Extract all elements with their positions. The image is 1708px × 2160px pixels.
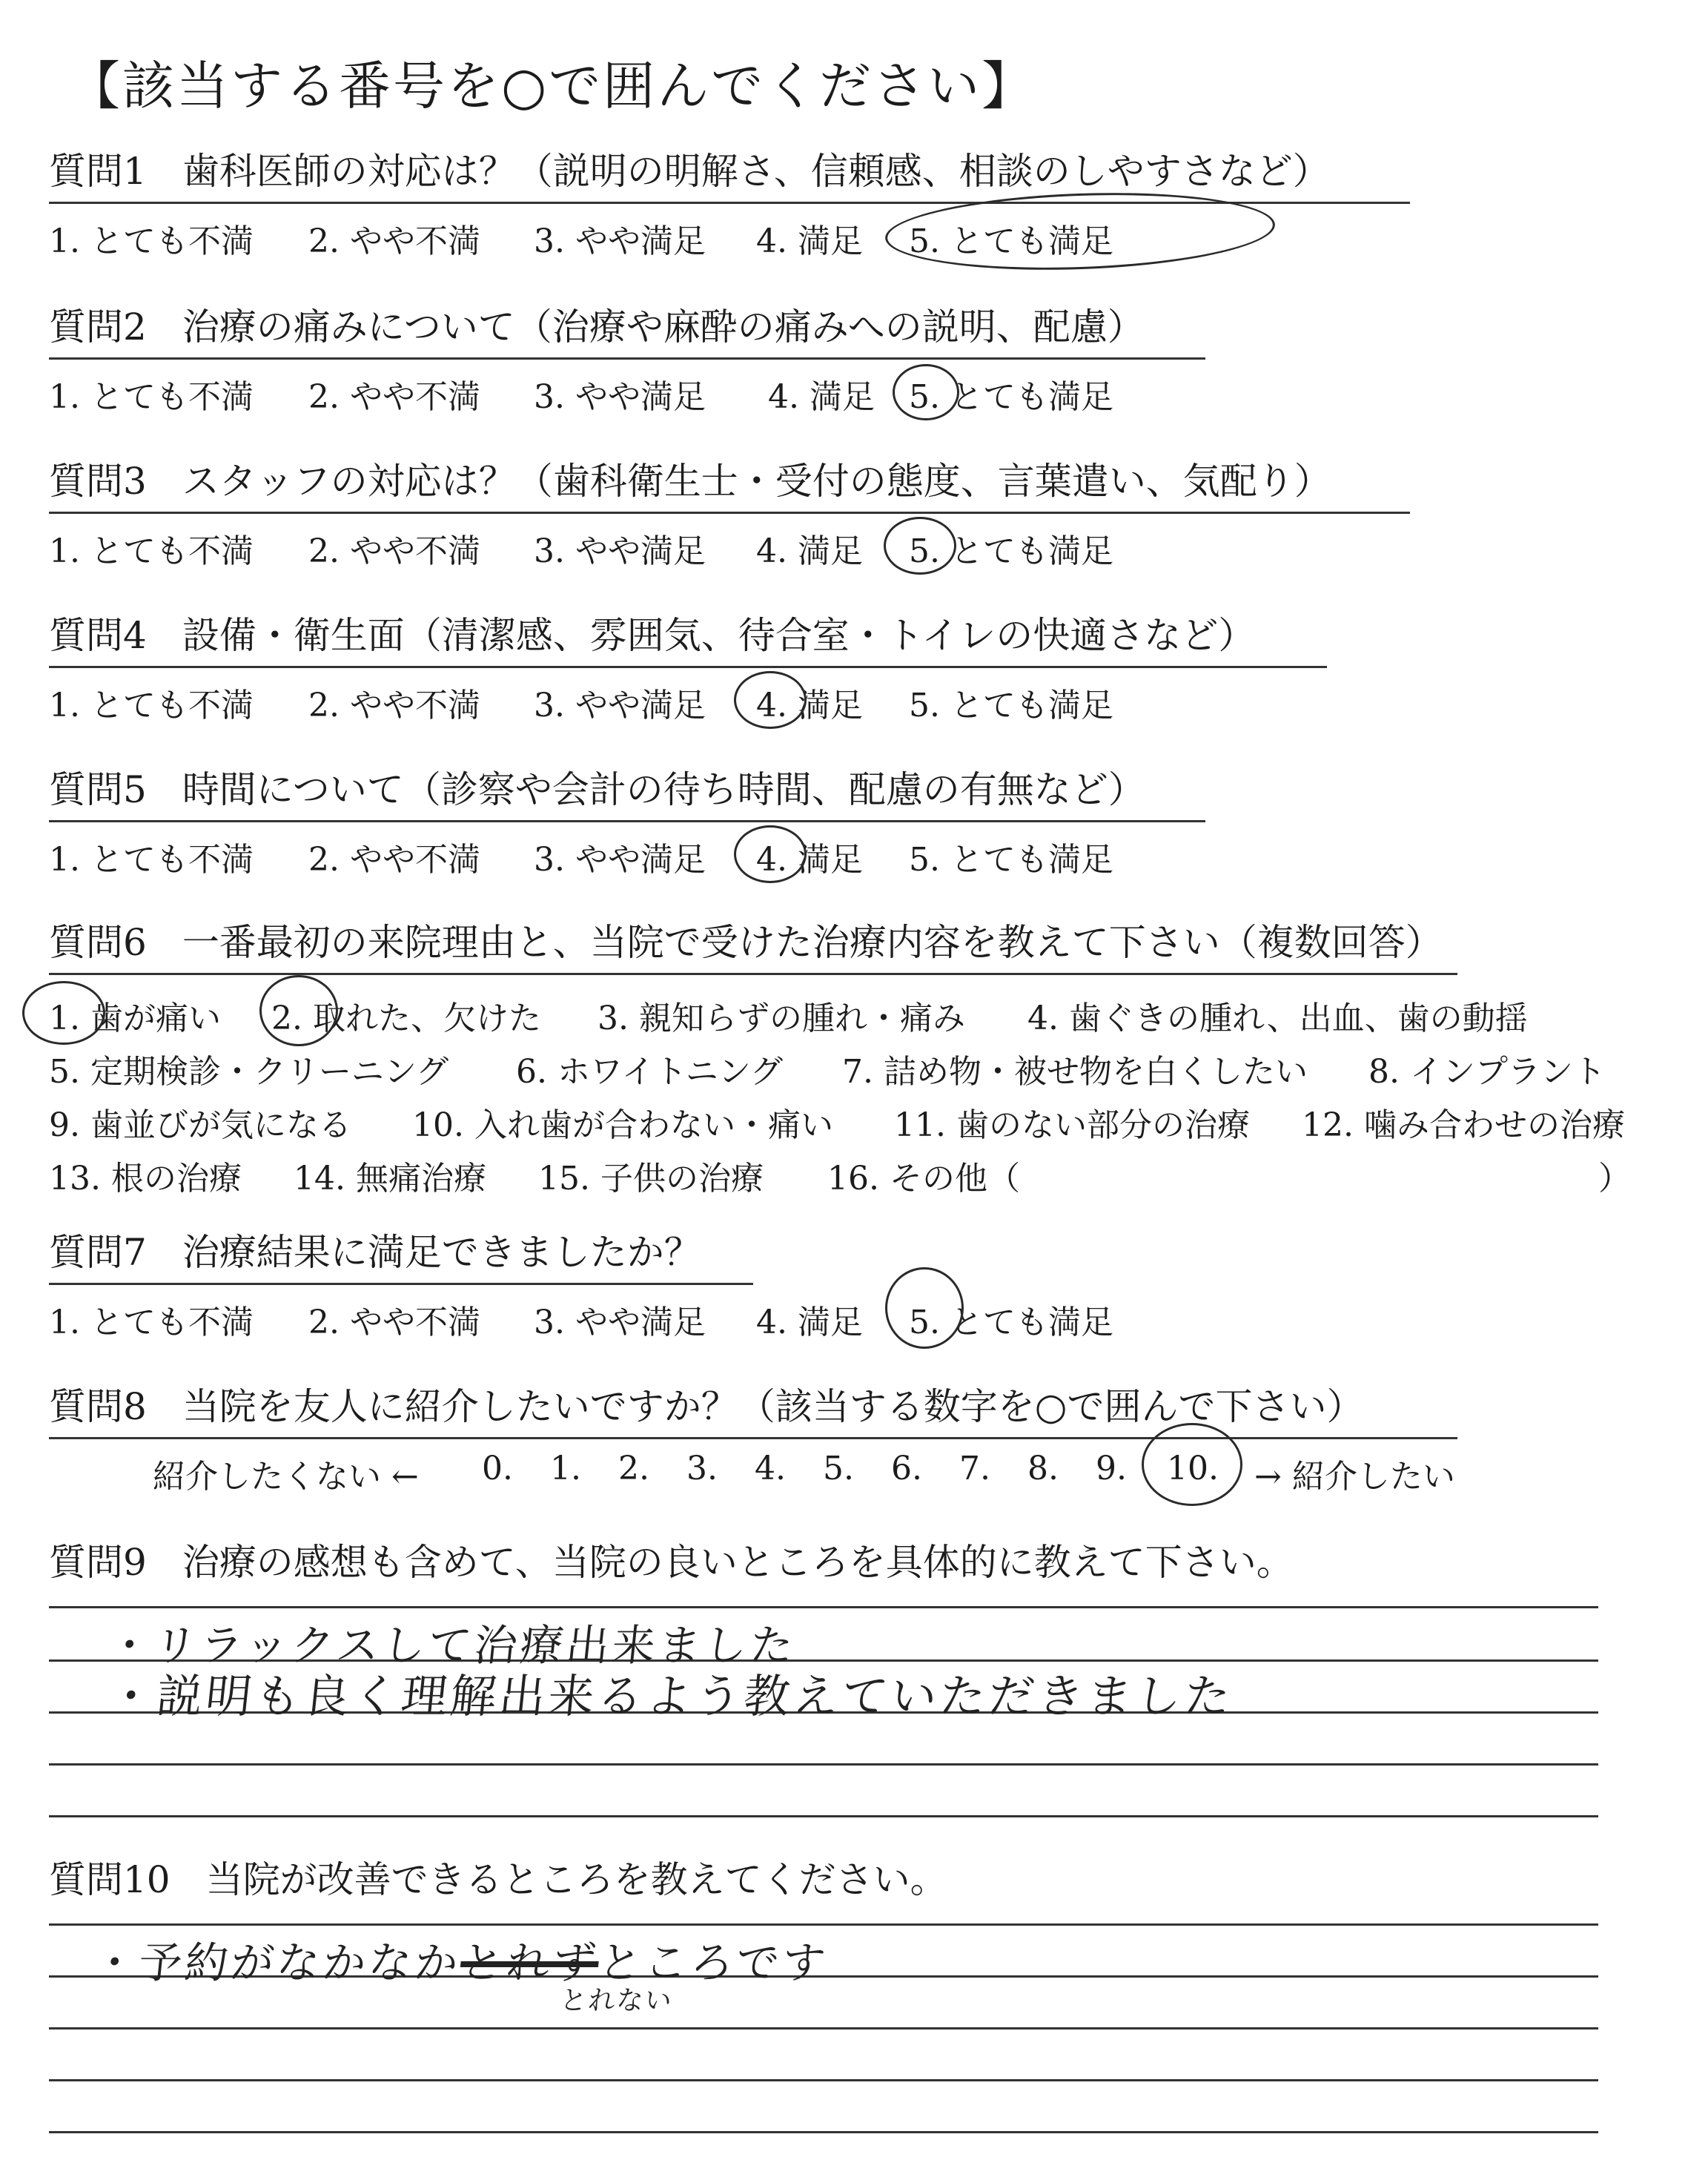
other-close-paren: ） (1598, 1160, 1631, 1198)
handwritten-answer-1: ・リラックスして治療出来ました (105, 1620, 799, 1671)
writing-line (49, 1815, 1598, 1817)
question-text: 時間について（診察や会計の待ち時間、配慮の有無など） (182, 768, 1145, 811)
writing-line (49, 1606, 1598, 1608)
option-2[interactable]: 2. やや不満 (308, 222, 480, 260)
question-number: 質問3 (49, 460, 147, 503)
answer-options (49, 360, 1680, 419)
option-4[interactable]: 4. 満足 (756, 841, 863, 879)
writing-line (49, 2027, 1598, 2029)
scale-right-label: → 紹介したい (1254, 1458, 1455, 1496)
handwritten-insertion: とれない (558, 1986, 675, 2016)
option-2[interactable]: 2. やや不満 (308, 532, 480, 570)
question-number: 質問9 (49, 1541, 147, 1584)
answer-area-q9[interactable] (49, 1606, 1598, 1829)
option-2[interactable]: 2. やや不満 (308, 687, 480, 724)
answer-options (49, 204, 1680, 263)
writing-line (49, 2131, 1598, 2133)
question-text: 治療の感想も含めて、当院の良いところを具体的に教えて下さい。 (182, 1541, 1294, 1584)
scale-10[interactable]: 10. (1167, 1450, 1219, 1487)
question-number: 質問7 (49, 1231, 147, 1274)
option-2[interactable]: 2. やや不満 (308, 841, 480, 879)
question-2 (49, 301, 1680, 419)
option-11[interactable]: 11. 歯のない部分の治療 (894, 1106, 1250, 1144)
answer-prefix: ・予約がなかなか (90, 1938, 464, 1988)
option-5[interactable]: 5. とても満足 (909, 687, 1113, 724)
question-number: 質問5 (49, 768, 147, 811)
option-3[interactable]: 3. 親知らずの腫れ・痛み (598, 1000, 965, 1037)
option-1[interactable]: 1. とても不満 (49, 378, 254, 416)
scale-9[interactable]: 9. (1096, 1450, 1127, 1487)
page-title: 【該当する番号を○で囲んでください】 (68, 56, 1036, 116)
question-heading (49, 1854, 1680, 1906)
option-1[interactable]: 1. 歯が痛い (49, 1000, 221, 1037)
option-16[interactable]: 16. その他（ (827, 1160, 1020, 1198)
scale-4[interactable]: 4. (755, 1450, 786, 1487)
question-heading (49, 610, 1327, 668)
question-3 (49, 455, 1680, 573)
scale-left-label: 紹介したくない ← (153, 1458, 419, 1496)
question-number: 質問10 (49, 1858, 171, 1901)
option-3[interactable]: 3. やや満足 (534, 841, 706, 879)
question-9 (49, 1536, 1680, 1588)
writing-line (49, 1923, 1598, 1926)
scale-3[interactable]: 3. (686, 1450, 718, 1487)
option-12[interactable]: 12. 噛み合わせの治療 (1302, 1106, 1625, 1144)
question-heading (49, 1536, 1680, 1588)
scale-7[interactable]: 7. (959, 1450, 990, 1487)
question-text: 一番最初の来院理由と、当院で受けた治療内容を教えて下さい（複数回答） (182, 921, 1443, 964)
option-5[interactable]: 5. とても満足 (909, 378, 1113, 416)
option-4[interactable]: 4. 満足 (768, 378, 875, 416)
question-text: 治療結果に満足できましたか？ (182, 1231, 701, 1274)
question-1 (49, 145, 1680, 263)
option-3[interactable]: 3. やや満足 (534, 222, 706, 260)
question-heading (49, 1226, 753, 1285)
answer-struck-text: とれず (457, 1938, 602, 1988)
question-8 (49, 1381, 1680, 1499)
question-text: スタッフの対応は？（歯科衛生士・受付の態度、言葉遣い、気配り） (182, 460, 1331, 503)
scale-8[interactable]: 8. (1027, 1450, 1059, 1487)
option-3[interactable]: 3. やや満足 (534, 532, 706, 570)
question-text: 当院が改善できるところを教えてください。 (205, 1858, 947, 1901)
question-number: 質問6 (49, 921, 147, 964)
answer-area-q10[interactable] (49, 1923, 1598, 2146)
option-1[interactable]: 1. とても不満 (49, 1304, 254, 1341)
option-2[interactable]: 2. やや不満 (308, 1304, 480, 1341)
scale-2[interactable]: 2. (618, 1450, 649, 1487)
question-text: 歯科医師の対応は？（説明の明解さ、信頼感、相談のしやすさなど） (182, 150, 1330, 193)
option-10[interactable]: 10. 入れ歯が合わない・痛い (412, 1106, 833, 1144)
handwritten-answer (90, 1928, 832, 1990)
reason-options (49, 991, 1680, 1214)
question-heading (49, 301, 1205, 360)
question-heading (49, 455, 1410, 514)
option-4[interactable]: 4. 満足 (756, 222, 863, 260)
question-text: 当院を友人に紹介したいですか？（該当する数字を○で囲んで下さい） (182, 1385, 1364, 1428)
question-number: 質問8 (49, 1385, 147, 1428)
answer-suffix: ところです (595, 1938, 831, 1988)
option-2[interactable]: 2. やや不満 (308, 378, 480, 416)
question-4 (49, 610, 1680, 727)
option-4[interactable]: 4. 満足 (756, 532, 863, 570)
option-2[interactable]: 2. 取れた、欠けた (271, 1000, 541, 1037)
option-15[interactable]: 15. 子供の治療 (538, 1160, 764, 1198)
writing-line (49, 2079, 1598, 2081)
scale-0[interactable]: 0. (482, 1450, 513, 1487)
option-4[interactable]: 4. 満足 (756, 1304, 863, 1341)
option-1[interactable]: 1. とても不満 (49, 687, 254, 724)
answer-options (49, 514, 1680, 573)
option-13[interactable]: 13. 根の治療 (49, 1160, 242, 1198)
option-1[interactable]: 1. とても不満 (49, 532, 254, 570)
question-5 (49, 764, 1680, 882)
question-7 (49, 1226, 1680, 1344)
scale-6[interactable]: 6. (891, 1450, 922, 1487)
question-text: 治療の痛みについて（治療や麻酔の痛みへの説明、配慮） (182, 305, 1145, 349)
question-10 (49, 1854, 1680, 1906)
scale-5[interactable]: 5. (823, 1450, 854, 1487)
option-14[interactable]: 14. 無痛治療 (294, 1160, 486, 1198)
question-number: 質問1 (49, 150, 147, 193)
question-heading (49, 145, 1410, 204)
option-5[interactable]: 5. とても満足 (909, 1304, 1113, 1341)
option-8[interactable]: 8. インプラント (1368, 1053, 1606, 1091)
handwritten-answer-2: ・説明も良く理解出来るよう教えていただきました (105, 1669, 1237, 1723)
question-6 (49, 916, 1680, 1214)
option-3[interactable]: 3. やや満足 (534, 1304, 706, 1341)
option-3[interactable]: 3. やや満足 (534, 687, 706, 724)
answer-options (49, 668, 1680, 727)
question-number: 質問4 (49, 614, 147, 657)
option-1[interactable]: 1. とても不満 (49, 841, 254, 879)
answer-options (49, 1285, 1680, 1344)
option-6[interactable]: 6. ホワイトニング (516, 1053, 784, 1091)
option-3[interactable]: 3. やや満足 (534, 378, 706, 416)
recommend-scale (49, 1439, 1680, 1499)
option-5[interactable]: 5. とても満足 (909, 222, 1113, 260)
question-text: 設備・衛生面（清潔感、雰囲気、待合室・トイレの快適さなど） (182, 614, 1256, 657)
option-5[interactable]: 5. とても満足 (909, 532, 1113, 570)
question-heading (49, 916, 1457, 975)
option-5[interactable]: 5. とても満足 (909, 841, 1113, 879)
option-1[interactable]: 1. とても不満 (49, 222, 254, 260)
option-9[interactable]: 9. 歯並びが気になる (49, 1106, 351, 1144)
question-number: 質問2 (49, 305, 147, 349)
writing-line (49, 1763, 1598, 1766)
option-5[interactable]: 5. 定期検診・クリーニング (49, 1053, 449, 1091)
question-heading (49, 764, 1205, 822)
option-7[interactable]: 7. 詰め物・被せ物を白くしたい (842, 1053, 1308, 1091)
option-4[interactable]: 4. 満足 (756, 687, 863, 724)
scale-1[interactable]: 1. (550, 1450, 581, 1487)
option-4[interactable]: 4. 歯ぐきの腫れ、出血、歯の動揺 (1027, 1000, 1528, 1037)
answer-options (49, 822, 1680, 882)
question-heading (49, 1381, 1457, 1439)
